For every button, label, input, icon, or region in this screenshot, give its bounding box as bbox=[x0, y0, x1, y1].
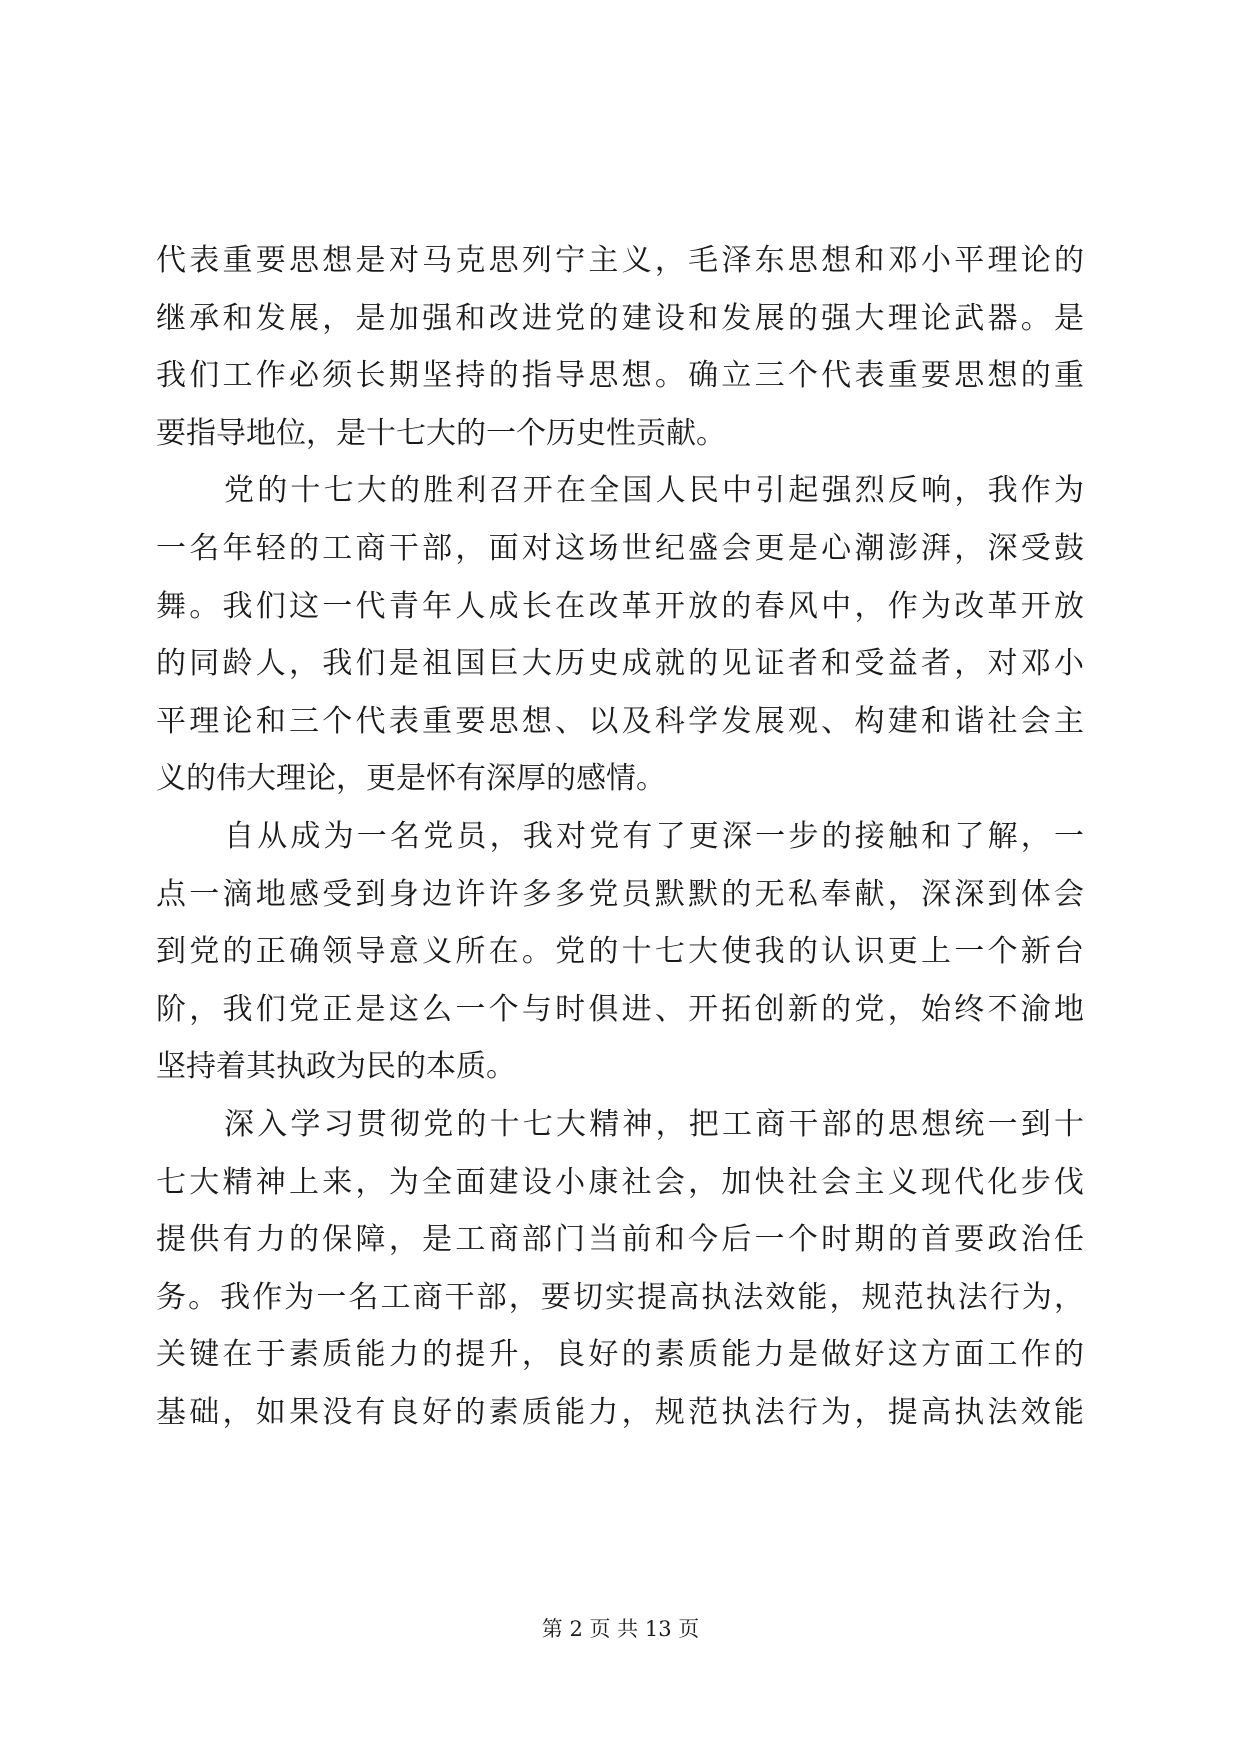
text-line: 平理论和三个代表重要思想、以及科学发展观、构建和谐社会主 bbox=[156, 703, 1084, 739]
text-line: 义的伟大理论，更是怀有深厚的感情。 bbox=[156, 761, 666, 797]
text-line: 自从成为一名党员，我对党有了更深一步的接触和了解，一 bbox=[224, 818, 1084, 854]
text-line: 舞。我们这一代青年人成长在改革开放的春风中，作为改革开放 bbox=[156, 588, 1084, 624]
paragraph-2 bbox=[156, 462, 1084, 808]
text-line: 继承和发展，是加强和改进党的建设和发展的强大理论武器。是 bbox=[156, 300, 1084, 336]
text-line: 提供有力的保障，是工商部门当前和今后一个时期的首要政治任 bbox=[156, 1222, 1084, 1258]
text-line: 深入学习贯彻党的十七大精神，把工商干部的思想统一到十 bbox=[224, 1106, 1084, 1142]
text-line: 关键在于素质能力的提升，良好的素质能力是做好这方面工作的 bbox=[156, 1337, 1084, 1373]
document-body bbox=[156, 232, 1084, 1441]
text-line: 务。我作为一名工商干部，要切实提高执法效能，规范执法行为， bbox=[156, 1279, 1084, 1315]
page-number-footer: 第 2 页 共 13 页 bbox=[541, 1617, 700, 1641]
text-line: 点一滴地感受到身边许许多多党员默默的无私奉献，深深到体会 bbox=[156, 876, 1084, 912]
text-line: 到党的正确领导意义所在。党的十七大使我的认识更上一个新台 bbox=[156, 934, 1084, 970]
paragraph-3 bbox=[156, 808, 1084, 1096]
text-line: 的同龄人，我们是祖国巨大历史成就的见证者和受益者，对邓小 bbox=[156, 646, 1084, 682]
text-line: 代表重要思想是对马克思列宁主义，毛泽东思想和邓小平理论的 bbox=[156, 243, 1084, 278]
text-line: 要指导地位，是十七大的一个历史性贡献。 bbox=[156, 415, 726, 451]
text-line: 阶，我们党正是这么一个与时俱进、开拓创新的党，始终不渝地 bbox=[156, 991, 1084, 1027]
text-line: 基础，如果没有良好的素质能力，规范执法行为，提高执法效能 bbox=[156, 1394, 1084, 1430]
paragraph-4 bbox=[156, 1096, 1084, 1442]
text-line: 七大精神上来，为全面建设小康社会，加快社会主义现代化步伐 bbox=[156, 1164, 1084, 1200]
paragraph-1 bbox=[156, 232, 1084, 462]
text-line: 我们工作必须长期坚持的指导思想。确立三个代表重要思想的重 bbox=[156, 358, 1084, 394]
text-line: 坚持着其执政为民的本质。 bbox=[156, 1049, 516, 1085]
text-line: 一名年轻的工商干部，面对这场世纪盛会更是心潮澎湃，深受鼓 bbox=[156, 530, 1084, 566]
text-line: 党的十七大的胜利召开在全国人民中引起强烈反响，我作为 bbox=[224, 473, 1084, 509]
